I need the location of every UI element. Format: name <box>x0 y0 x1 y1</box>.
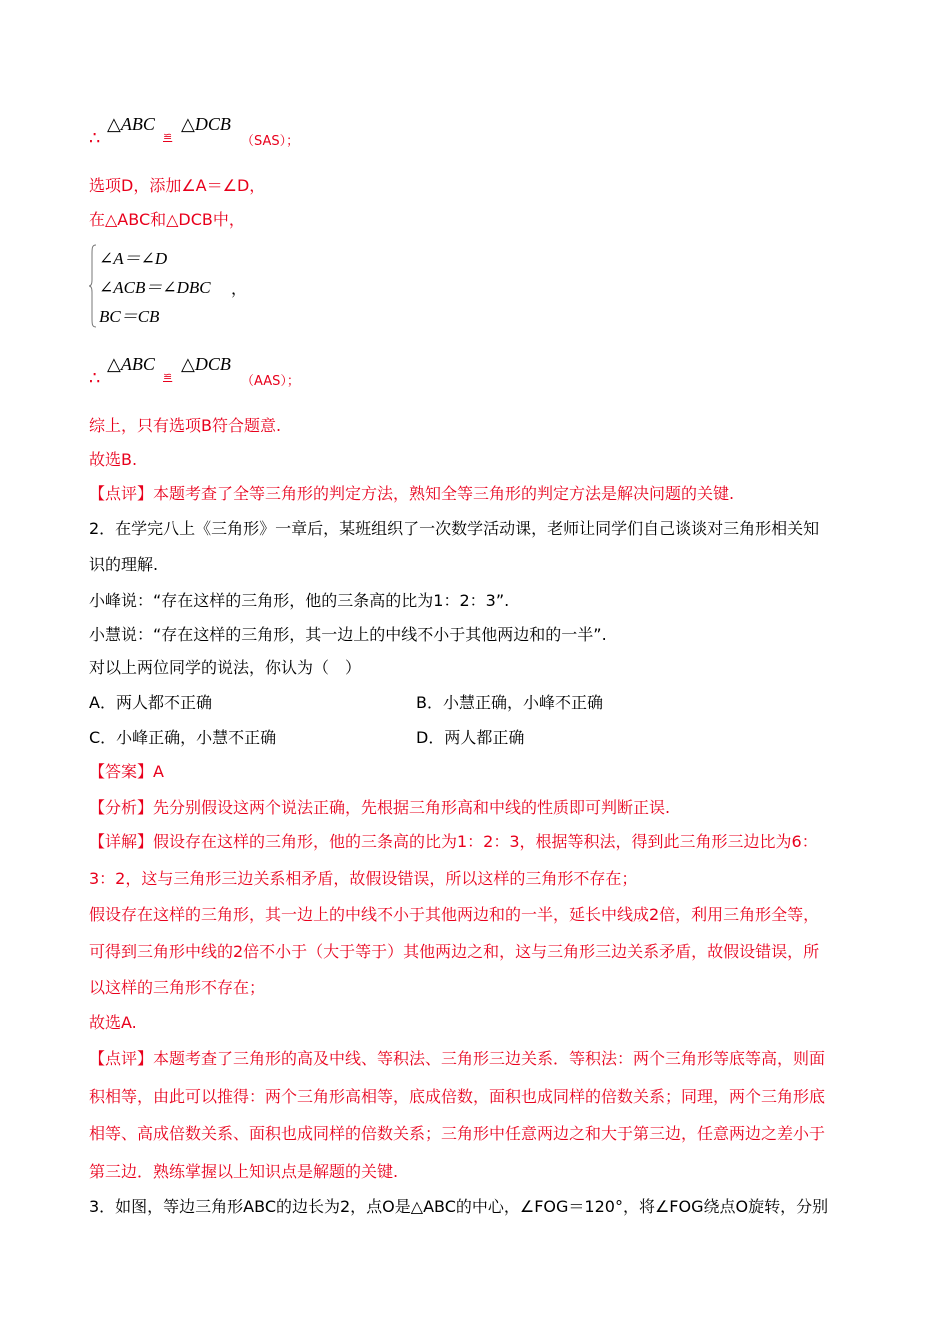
q2-detail-line-4: 可得到三角形中线的2倍不小于（大于等于）其他两边之和，这与三角形三边关系矛盾，故假设错误，所 <box>89 942 820 961</box>
criterion-tag: （SAS）； <box>241 134 300 149</box>
q2-choose: 故选A. <box>89 1013 137 1032</box>
triangle-abc: △ABC <box>107 114 155 134</box>
comment-1: 【点评】本题考查了全等三角形的判定方法，熟知全等三角形的判定方法是解决问题的关键. <box>89 484 735 503</box>
q2-answer: 【答案】A <box>89 762 164 781</box>
congruent-symbol: ≌ <box>163 370 173 383</box>
triangle-dcb: △DCB <box>181 354 231 374</box>
summary-line: 综上，只有选项B符合题意. <box>89 416 282 435</box>
option-d-line: 选项D，添加∠A＝∠D， <box>89 176 266 195</box>
q2-xiaofeng: 小峰说：“存在这样的三角形，他的三条高的比为1：2：3”. <box>89 591 510 610</box>
condition-3: BC＝CB <box>99 307 160 326</box>
q2-comment-line-1: 【点评】本题考查了三角形的高及中线、等积法、三角形三边关系．等积法：两个三角形等底等高，则面 <box>89 1049 826 1068</box>
therefore-symbol: ∴ <box>89 368 101 389</box>
in-triangles-line: 在△ABC和△DCB中， <box>89 210 245 229</box>
triangle-abc: △ABC <box>107 354 155 374</box>
q2-detail-line-2: 3：2，这与三角形三边关系相矛盾，故假设错误，所以这样的三角形不存在； <box>89 869 638 888</box>
choose-b-line: 故选B. <box>89 450 138 469</box>
q2-ask: 对以上两位同学的说法，你认为（ ） <box>89 658 362 677</box>
equation-system <box>89 244 249 328</box>
q2-comment-line-3: 相等、高成倍数关系、面积也成同样的倍数关系；三角形中任意两边之和大于第三边，任意两边之差小于 <box>89 1124 826 1143</box>
option-c: C．小峰正确，小慧不正确 <box>89 728 277 747</box>
q2-stem-line-1: 2．在学完八上《三角形》一章后，某班组织了一次数学活动课，老师让同学们自己谈谈对三角形相关知 <box>89 519 820 538</box>
left-brace <box>89 244 97 328</box>
condition-2: ∠ACB＝∠DBC <box>99 278 211 297</box>
q3-line-1: 3．如图，等边三角形ABC的边长为2，点O是△ABC的中心，∠FOG＝120°，将∠FOG绕点O旋转，分别 <box>89 1197 829 1216</box>
q2-detail-line-3: 假设存在这样的三角形，其一边上的中线不小于其他两边和的一半，延长中线成2倍，利用三角形全等， <box>89 905 820 924</box>
therefore-symbol: ∴ <box>89 128 101 149</box>
q2-stem-line-2: 识的理解. <box>89 555 159 574</box>
option-d: D．两人都正确 <box>416 728 525 747</box>
q2-detail-line-5: 以这样的三角形不存在； <box>89 978 266 997</box>
q2-comment-line-2: 积相等，由此可以推得：两个三角形高相等，底成倍数，面积也成同样的倍数关系；同理，两个三角形底 <box>89 1087 826 1106</box>
criterion-tag: （AAS）； <box>241 374 300 389</box>
brace-comma: ， <box>231 279 248 298</box>
congruent-symbol: ≌ <box>163 130 173 143</box>
q2-detail-line-1: 【详解】假设存在这样的三角形，他的三条高的比为1：2：3，根据等积法，得到此三角形三边比为6： <box>89 832 818 851</box>
option-b: B．小慧正确，小峰不正确 <box>416 693 603 712</box>
condition-1: ∠A＝∠D <box>99 249 168 268</box>
q2-analysis: 【分析】先分别假设这两个说法正确，先根据三角形高和中线的性质即可判断正误. <box>89 798 671 817</box>
q2-xiaohui: 小慧说：“存在这样的三角形，其一边上的中线不小于其他两边和的一半”. <box>89 625 607 644</box>
q2-comment-line-4: 第三边．熟练掌握以上知识点是解题的关键. <box>89 1162 399 1181</box>
option-a: A．两人都不正确 <box>89 693 212 712</box>
triangle-dcb: △DCB <box>181 114 231 134</box>
